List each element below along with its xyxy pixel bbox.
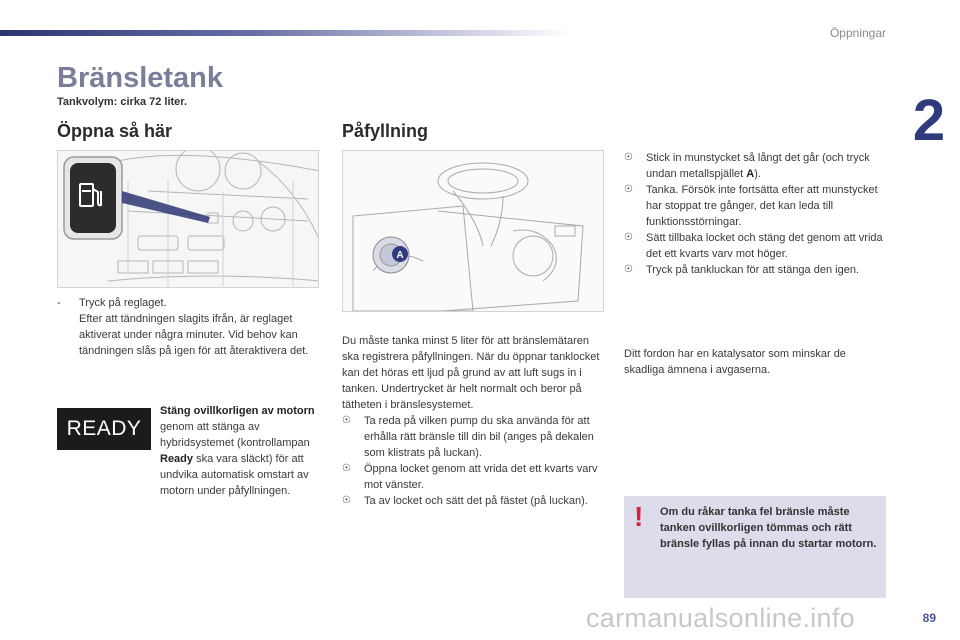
refill-bullets bbox=[342, 413, 604, 509]
bullet-icon: ☉ bbox=[342, 415, 351, 426]
tank-capacity: Tankvolym: cirka 72 liter. bbox=[57, 96, 188, 108]
list-item: ☉ Ta av locket och sätt det på fästet (på luckan). bbox=[342, 495, 588, 507]
refill-intro: Du måste tanka minst 5 liter för att bränslemätaren ska registrera påfyllningen. När du öppnar tanklocket kan det höras ett ljud på grund av att luft sugs in i tanken. Undertrycket är helt normalt och beror på tätheten i bränslesystemet. bbox=[342, 335, 600, 411]
catalyst-note: Ditt fordon har en katalysator som minskar de skadliga ämnena i avgaserna. bbox=[624, 348, 846, 376]
bullet-icon: ☉ bbox=[624, 184, 633, 195]
label-a-ref: A bbox=[746, 168, 755, 180]
label-a: A bbox=[396, 250, 404, 261]
list-item: ☉ Öppna locket genom att vrida det ett kvarts varv mot vänster. bbox=[342, 463, 598, 491]
page-number: 89 bbox=[922, 611, 936, 625]
list-item: ☉ Tryck på tankluckan för att stänga den igen. bbox=[624, 264, 859, 276]
heading-open: Öppna så här bbox=[57, 121, 173, 141]
bullet-icon: ☉ bbox=[342, 495, 351, 506]
chapter-number: 2 bbox=[912, 88, 946, 153]
ready-note-bold2: Ready bbox=[160, 453, 194, 465]
fuel-cap-drawing bbox=[343, 151, 604, 312]
section-label: Öppningar bbox=[829, 26, 886, 40]
open-step-title: Tryck på reglaget. bbox=[79, 297, 167, 309]
bullet-icon: ☉ bbox=[624, 232, 633, 243]
ready-note bbox=[160, 403, 316, 499]
page-title: Bränsletank bbox=[57, 62, 224, 94]
bullet-icon: ☉ bbox=[342, 463, 351, 474]
warning-icon: ! bbox=[634, 501, 644, 532]
list-item: ☉ Sätt tillbaka locket och stäng det genom att vrida det ett kvarts varv mot höger. bbox=[624, 232, 883, 260]
header-gradient-bar bbox=[0, 30, 570, 36]
fuel-cap-illustration bbox=[342, 150, 604, 312]
ready-note-bold1: Stäng ovillkorligen av motorn bbox=[160, 405, 315, 417]
ready-indicator-badge: READY bbox=[57, 408, 151, 450]
open-step-text: Efter att tändningen slagits ifrån, är reglaget aktiverat under några minuter. Vid behov kan tändningen slås på igen för att återaktivera det. bbox=[79, 313, 309, 357]
list-item: ☉ Ta reda på vilken pump du ska använda för att erhålla rätt bränsle till din bil (anges på dekalen som klistrats på luckan). bbox=[342, 415, 594, 459]
heading-refill: Påfyllning bbox=[342, 121, 429, 141]
right-bullets bbox=[624, 150, 886, 278]
pointer-arrow bbox=[122, 191, 210, 223]
dashboard-drawing bbox=[58, 151, 319, 288]
warning-text: Om du råkar tanka fel bränsle måste tanken ovillkorligen tömmas och rätt bränsle fyllas på innan du startar motorn. bbox=[660, 506, 877, 550]
ready-note-text1: genom att stänga av hybridsystemet (kontrollampan bbox=[160, 421, 310, 449]
bullet-icon: ☉ bbox=[624, 264, 633, 275]
warning-box bbox=[624, 496, 886, 598]
list-item: ☉ Stick in munstycket så långt det går (och tryck undan metallspjället A). bbox=[624, 152, 870, 180]
dashboard-illustration bbox=[57, 150, 319, 288]
list-item: ☉ Tanka. Försök inte fortsätta efter att munstycket har stoppat tre gånger, det kan leda till funktionsstörningar. bbox=[624, 184, 878, 228]
bullet-icon: ☉ bbox=[624, 152, 633, 163]
refill-text bbox=[342, 333, 604, 509]
step-marker: - bbox=[57, 297, 61, 309]
open-step bbox=[57, 295, 319, 359]
ready-note-text2: ska vara släckt) för att undvika automatisk omstart av motorn under påfyllningen. bbox=[160, 453, 309, 497]
watermark: carmanualsonline.info bbox=[586, 603, 855, 633]
open-step-body bbox=[57, 295, 319, 359]
